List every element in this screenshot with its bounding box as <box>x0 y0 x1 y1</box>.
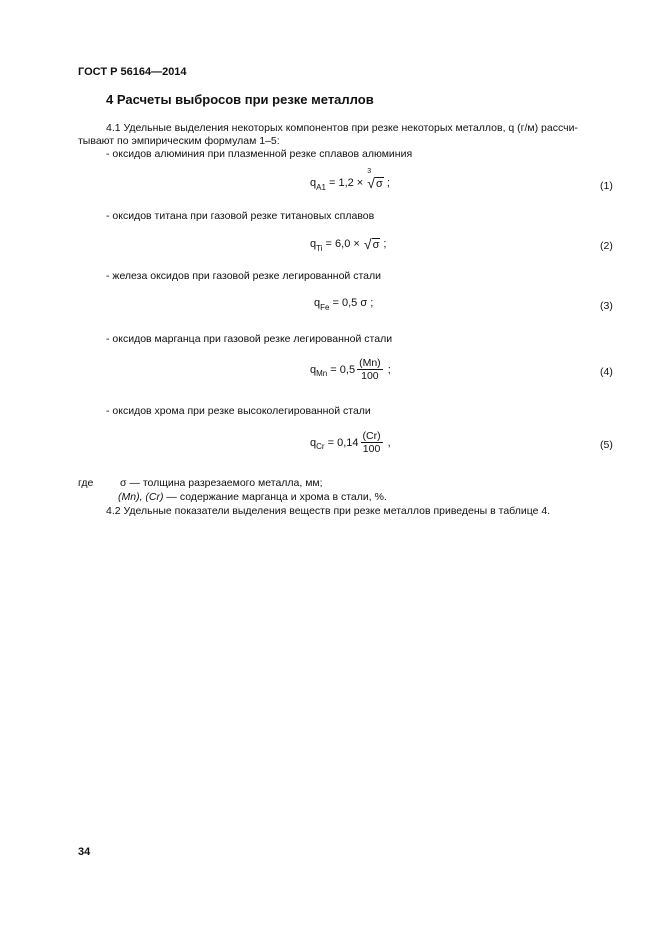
equation-number-3: (3) <box>600 300 613 312</box>
equation-number-5: (5) <box>600 439 613 451</box>
section-title: 4 Расчеты выбросов при резке металлов <box>106 92 374 107</box>
item-aluminum-text: - оксидов алюминия при плазменной резке сплавов алюминия <box>106 148 413 160</box>
formula-4: q Mn = 0,5 $\frac{(Mn)}{100}$ ; <box>310 357 391 382</box>
equation-number-1: (1) <box>600 180 613 192</box>
intro-line-1: 4.1 Удельные выделения некоторых компонентов при резке некоторых металлов, q (г/м) рассчи- <box>106 122 578 134</box>
equation-number-2: (2) <box>600 240 613 252</box>
cube-root: 3 √ σ <box>367 168 383 191</box>
where-mn-cr-definition: (Mn), (Cr) — содержание марганца и хрома в стали, %. <box>118 491 387 503</box>
where-label: где <box>78 477 94 489</box>
formula-5: q Cr = 0,14 $\frac{(Cr)}{100}$ , <box>310 430 391 455</box>
square-root: √ σ <box>363 236 380 252</box>
equation-number-4: (4) <box>600 366 613 378</box>
item-titanium-text: - оксидов титана при газовой резке титановых сплавов <box>106 210 375 222</box>
fraction-cr: $\frac{(Cr)}{100}$ <box>362 430 381 455</box>
page-number: 34 <box>78 846 91 858</box>
formula-3: q Fe = 0,5 σ ; <box>314 297 374 312</box>
formula-1: q A1 = 1,2 × 3 √ σ ; <box>310 168 390 192</box>
formula-2: q Ti = 6,0 × √ σ ; <box>310 236 387 253</box>
item-chromium-text: - оксидов хрома при резке высоколегированной стали <box>106 405 371 417</box>
item-manganese-text: - оксидов марганца при газовой резке легированной стали <box>106 333 393 345</box>
intro-line-2: тывают по эмпирическим формулам 1–5: <box>78 135 280 147</box>
paragraph-4-2: 4.2 Удельные показатели выделения веществ при резке металлов приведены в таблице 4. <box>106 505 551 517</box>
fraction-mn: $\frac{(Mn)}{100}$ <box>359 357 381 382</box>
document-header: ГОСТ Р 56164—2014 <box>78 66 187 78</box>
item-iron-text: - железа оксидов при газовой резке легированной стали <box>106 270 381 282</box>
where-sigma-definition: σ — толщина разрезаемого металла, мм; <box>120 477 323 489</box>
